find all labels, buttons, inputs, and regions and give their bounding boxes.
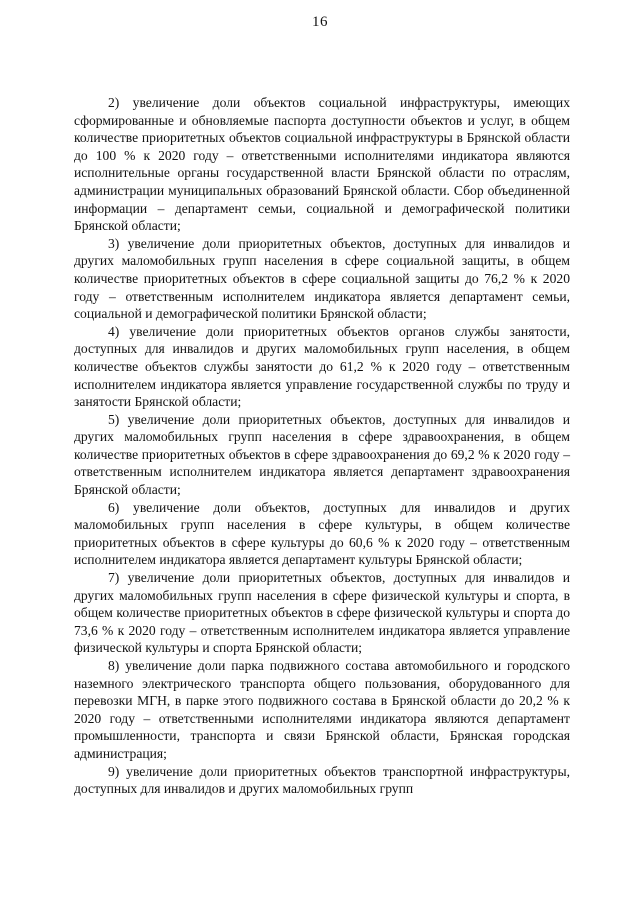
paragraph-item-8: 8) увеличение доли парка подвижного состава автомобильного и городского наземного электрического транспорта общего пользования, оборудованного для перевозки МГН, в парке этого подвижного состава в Брянской области до 20,2 % к 2020 году – ответственными исполнителями индикатора являются департамент промышленности, транспорта и связи Брянской области, Брянская городская администрация; bbox=[74, 658, 570, 761]
paragraph-item-9: 9) увеличение доли приоритетных объектов транспортной инфраструктуры, доступных для инвалидов и других маломобильных групп bbox=[74, 763, 570, 797]
paragraph-item-5: 5) увеличение доли приоритетных объектов, доступных для инвалидов и других маломобильных групп населения в сфере здравоохранения, в общем количестве приоритетных объектов в сфере здравоохранения до 69,2 % к 2020 году – ответственным исполнителем индикатора является департамент здравоохранения Брянской области; bbox=[74, 411, 570, 498]
document-body bbox=[74, 94, 570, 798]
paragraph-item-3: 3) увеличение доли приоритетных объектов, доступных для инвалидов и других маломобильных групп населения в сфере социальной защиты, в общем количестве приоритетных объектов в сфере социальной защиты до 76,2 % к 2020 году – ответственным исполнителем индикатора является департамент семьи, социальной и демографической политики Брянской области; bbox=[74, 235, 570, 322]
paragraph-item-6: 6) увеличение доли объектов, доступных для инвалидов и других маломобильных групп населения в сфере культуры, в общем количестве приоритетных объектов в сфере культуры до 60,6 % к 2020 году – ответственным исполнителем индикатора является департамент культуры Брянской области; bbox=[74, 499, 570, 568]
paragraph-item-7: 7) увеличение доли приоритетных объектов, доступных для инвалидов и других маломобильных групп населения в сфере физической культуры и спорта, в общем количестве приоритетных объектов в сфере физической культуры и спорта до 73,6 % к 2020 году – ответственным исполнителем индикатора является управление физической культуры и спорта Брянской области; bbox=[74, 570, 570, 656]
paragraph-item-2: 2) увеличение доли объектов социальной инфраструктуры, имеющих сформированные и обновляемые паспорта доступности объектов и услуг, в общем количестве приоритетных объектов социальной инфраструктуры в Брянской области до 100 % к 2020 году – ответственными исполнителями индикатора являются исполнительные органы государственной власти Брянской области по отраслям, администрации муниципальных образований Брянской области. Сбор объединенной информации – департамент семьи, социальной и демографической политики Брянской области; bbox=[74, 95, 570, 234]
paragraph-item-4: 4) увеличение доли приоритетных объектов органов службы занятости, доступных для инвалидов и других маломобильных групп населения, в общем количестве объектов службы занятости до 61,2 % к 2020 году – ответственным исполнителем индикатора является управление государственной службы по труду и занятости Брянской области; bbox=[74, 323, 570, 410]
page-number: 16 bbox=[312, 14, 328, 30]
